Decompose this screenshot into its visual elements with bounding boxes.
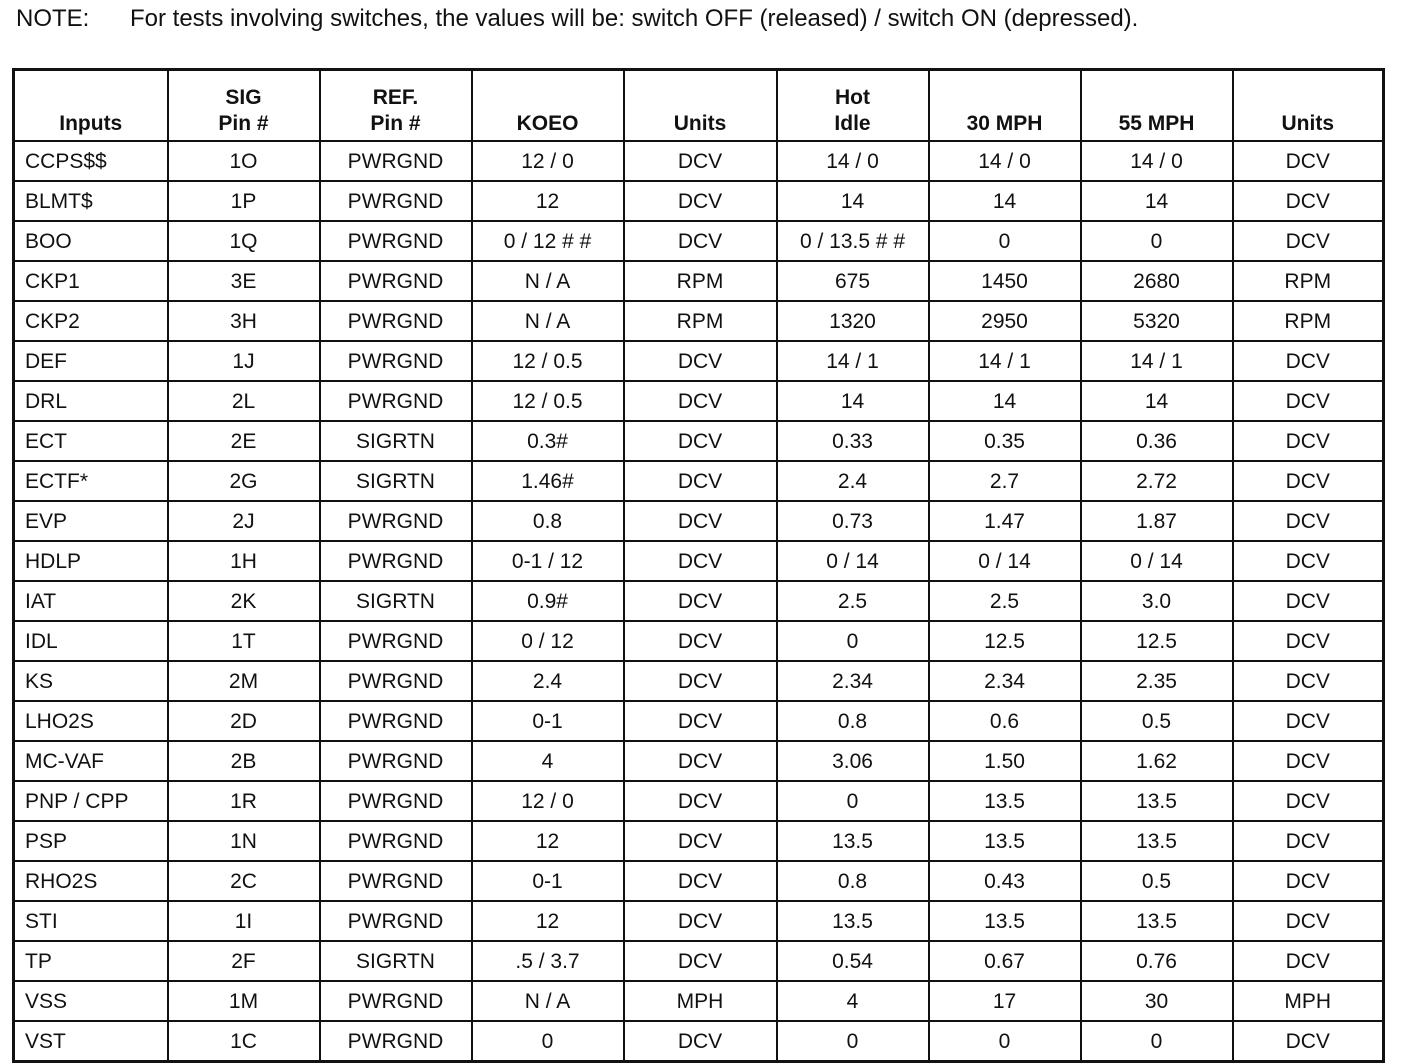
units-value-2: DCV xyxy=(1233,181,1384,221)
input-name: IAT xyxy=(14,581,168,621)
ref-pin: PWRGND xyxy=(320,861,472,901)
mph30-value: 13.5 xyxy=(929,781,1081,821)
mph30-value: 1450 xyxy=(929,261,1081,301)
table-row xyxy=(14,741,1384,781)
input-name: EVP xyxy=(14,501,168,541)
table-row xyxy=(14,781,1384,821)
note-label: NOTE: xyxy=(16,5,90,32)
hot-idle-value: 0 xyxy=(777,781,929,821)
mph55-value: 0 xyxy=(1081,1021,1233,1062)
mph55-value: 0.36 xyxy=(1081,421,1233,461)
koeo-value: 12 / 0.5 xyxy=(472,381,624,421)
ref-pin: SIGRTN xyxy=(320,421,472,461)
table-row xyxy=(14,861,1384,901)
hot-idle-value: 2.4 xyxy=(777,461,929,501)
units-value-2: DCV xyxy=(1233,941,1384,981)
koeo-value: N / A xyxy=(472,261,624,301)
ref-pin: PWRGND xyxy=(320,541,472,581)
mph55-value: 0.76 xyxy=(1081,941,1233,981)
mph30-value: 1.47 xyxy=(929,501,1081,541)
mph30-value: 0 / 14 xyxy=(929,541,1081,581)
units-value: DCV xyxy=(624,621,777,661)
input-name: VSS xyxy=(14,981,168,1021)
header-55-mph: 55 MPH xyxy=(1081,70,1233,142)
input-name: CCPS$$ xyxy=(14,141,168,181)
mph30-value: 14 / 0 xyxy=(929,141,1081,181)
ref-pin: PWRGND xyxy=(320,181,472,221)
ref-pin: PWRGND xyxy=(320,621,472,661)
input-name: ECTF* xyxy=(14,461,168,501)
koeo-value: 0.3# xyxy=(472,421,624,461)
sig-pin: 1Q xyxy=(168,221,320,261)
ref-pin: PWRGND xyxy=(320,901,472,941)
units-value-2: DCV xyxy=(1233,901,1384,941)
header-ref-pin: REF. Pin # xyxy=(320,70,472,142)
koeo-value: 0-1 / 12 xyxy=(472,541,624,581)
ref-pin: PWRGND xyxy=(320,701,472,741)
header-units: Units xyxy=(624,70,777,142)
sig-pin: 2C xyxy=(168,861,320,901)
ref-pin: PWRGND xyxy=(320,221,472,261)
ref-pin: SIGRTN xyxy=(320,461,472,501)
mph30-value: 12.5 xyxy=(929,621,1081,661)
units-value-2: DCV xyxy=(1233,541,1384,581)
koeo-value: 0.8 xyxy=(472,501,624,541)
hot-idle-value: 3.06 xyxy=(777,741,929,781)
units-value-2: DCV xyxy=(1233,381,1384,421)
mph55-value: 13.5 xyxy=(1081,781,1233,821)
koeo-value: 0 / 12 xyxy=(472,621,624,661)
header-hot-idle: Hot Idle xyxy=(777,70,929,142)
mph30-value: 0.67 xyxy=(929,941,1081,981)
input-name: STI xyxy=(14,901,168,941)
units-value: DCV xyxy=(624,661,777,701)
units-value-2: MPH xyxy=(1233,981,1384,1021)
sig-pin: 2K xyxy=(168,581,320,621)
table-row xyxy=(14,541,1384,581)
units-value: DCV xyxy=(624,501,777,541)
ref-pin: PWRGND xyxy=(320,341,472,381)
koeo-value: 12 xyxy=(472,901,624,941)
table-row xyxy=(14,421,1384,461)
units-value: DCV xyxy=(624,941,777,981)
table-row xyxy=(14,661,1384,701)
units-value-2: DCV xyxy=(1233,781,1384,821)
sig-pin: 2L xyxy=(168,381,320,421)
koeo-value: .5 / 3.7 xyxy=(472,941,624,981)
sig-pin: 1R xyxy=(168,781,320,821)
hot-idle-value: 4 xyxy=(777,981,929,1021)
sig-pin: 2B xyxy=(168,741,320,781)
mph55-value: 0 / 14 xyxy=(1081,541,1233,581)
units-value-2: DCV xyxy=(1233,221,1384,261)
mph55-value: 0.5 xyxy=(1081,861,1233,901)
units-value: DCV xyxy=(624,701,777,741)
sig-pin: 3H xyxy=(168,301,320,341)
header-koeo: KOEO xyxy=(472,70,624,142)
units-value: DCV xyxy=(624,901,777,941)
units-value-2: DCV xyxy=(1233,341,1384,381)
header-units-2: Units xyxy=(1233,70,1384,142)
units-value: DCV xyxy=(624,381,777,421)
hot-idle-value: 0 / 14 xyxy=(777,541,929,581)
table-row xyxy=(14,901,1384,941)
header-row xyxy=(14,70,1384,142)
mph30-value: 0.43 xyxy=(929,861,1081,901)
mph30-value: 0.35 xyxy=(929,421,1081,461)
units-value: DCV xyxy=(624,861,777,901)
mph55-value: 30 xyxy=(1081,981,1233,1021)
input-name: TP xyxy=(14,941,168,981)
sig-pin: 3E xyxy=(168,261,320,301)
note-text: For tests involving switches, the values will be: switch OFF (released) / switch ON (depressed). xyxy=(130,5,1139,32)
ref-pin: PWRGND xyxy=(320,501,472,541)
units-value: DCV xyxy=(624,461,777,501)
sig-pin: 1H xyxy=(168,541,320,581)
mph30-value: 2.7 xyxy=(929,461,1081,501)
koeo-value: 0.9# xyxy=(472,581,624,621)
table-row xyxy=(14,261,1384,301)
units-value: DCV xyxy=(624,781,777,821)
ref-pin: PWRGND xyxy=(320,381,472,421)
mph55-value: 14 / 0 xyxy=(1081,141,1233,181)
mph30-value: 13.5 xyxy=(929,821,1081,861)
input-name: HDLP xyxy=(14,541,168,581)
hot-idle-value: 0 xyxy=(777,621,929,661)
sig-pin: 2J xyxy=(168,501,320,541)
ref-pin: PWRGND xyxy=(320,261,472,301)
table-row xyxy=(14,581,1384,621)
hot-idle-value: 14 / 0 xyxy=(777,141,929,181)
units-value: RPM xyxy=(624,301,777,341)
sig-pin: 2F xyxy=(168,941,320,981)
sig-pin: 2G xyxy=(168,461,320,501)
mph30-value: 14 xyxy=(929,381,1081,421)
input-name: BOO xyxy=(14,221,168,261)
table-row xyxy=(14,381,1384,421)
hot-idle-value: 14 xyxy=(777,181,929,221)
input-name: CKP1 xyxy=(14,261,168,301)
units-value-2: RPM xyxy=(1233,301,1384,341)
units-value-2: DCV xyxy=(1233,621,1384,661)
ref-pin: SIGRTN xyxy=(320,581,472,621)
mph55-value: 2680 xyxy=(1081,261,1233,301)
header-sig-pin: SIG Pin # xyxy=(168,70,320,142)
ref-pin: PWRGND xyxy=(320,741,472,781)
mph55-value: 2.35 xyxy=(1081,661,1233,701)
units-value: MPH xyxy=(624,981,777,1021)
koeo-value: 12 / 0.5 xyxy=(472,341,624,381)
mph55-value: 14 xyxy=(1081,181,1233,221)
sig-pin: 1C xyxy=(168,1021,320,1062)
units-value-2: DCV xyxy=(1233,581,1384,621)
units-value-2: DCV xyxy=(1233,421,1384,461)
table-row xyxy=(14,141,1384,181)
input-name: MC-VAF xyxy=(14,741,168,781)
mph55-value: 1.62 xyxy=(1081,741,1233,781)
mph30-value: 2.5 xyxy=(929,581,1081,621)
table-row xyxy=(14,821,1384,861)
ref-pin: PWRGND xyxy=(320,301,472,341)
sig-pin: 1J xyxy=(168,341,320,381)
units-value: DCV xyxy=(624,541,777,581)
koeo-value: N / A xyxy=(472,981,624,1021)
input-name: PNP / CPP xyxy=(14,781,168,821)
table-row xyxy=(14,341,1384,381)
koeo-value: 12 xyxy=(472,181,624,221)
header-30-mph: 30 MPH xyxy=(929,70,1081,142)
mph30-value: 14 xyxy=(929,181,1081,221)
ref-pin: PWRGND xyxy=(320,1021,472,1062)
koeo-value: 12 xyxy=(472,821,624,861)
hot-idle-value: 0.8 xyxy=(777,861,929,901)
hot-idle-value: 0 / 13.5 # # xyxy=(777,221,929,261)
units-value-2: DCV xyxy=(1233,741,1384,781)
sig-pin: 2E xyxy=(168,421,320,461)
hot-idle-value: 14 xyxy=(777,381,929,421)
koeo-value: 12 / 0 xyxy=(472,781,624,821)
hot-idle-value: 0 xyxy=(777,1021,929,1062)
table-row xyxy=(14,621,1384,661)
input-name: IDL xyxy=(14,621,168,661)
mph30-value: 13.5 xyxy=(929,901,1081,941)
table-row xyxy=(14,181,1384,221)
input-name: RHO2S xyxy=(14,861,168,901)
koeo-value: 2.4 xyxy=(472,661,624,701)
units-value: DCV xyxy=(624,341,777,381)
sig-pin: 1O xyxy=(168,141,320,181)
mph55-value: 5320 xyxy=(1081,301,1233,341)
ref-pin: PWRGND xyxy=(320,821,472,861)
table-row xyxy=(14,461,1384,501)
input-name: DRL xyxy=(14,381,168,421)
mph55-value: 14 / 1 xyxy=(1081,341,1233,381)
table-row xyxy=(14,701,1384,741)
table-body xyxy=(14,141,1384,1062)
koeo-value: 0-1 xyxy=(472,861,624,901)
koeo-value: 4 xyxy=(472,741,624,781)
hot-idle-value: 14 / 1 xyxy=(777,341,929,381)
sig-pin: 1P xyxy=(168,181,320,221)
input-name: LHO2S xyxy=(14,701,168,741)
units-value: DCV xyxy=(624,181,777,221)
ref-pin: PWRGND xyxy=(320,141,472,181)
ref-pin: PWRGND xyxy=(320,981,472,1021)
hot-idle-value: 0.8 xyxy=(777,701,929,741)
hot-idle-value: 675 xyxy=(777,261,929,301)
input-name: VST xyxy=(14,1021,168,1062)
mph55-value: 13.5 xyxy=(1081,901,1233,941)
units-value-2: DCV xyxy=(1233,661,1384,701)
sig-pin: 1M xyxy=(168,981,320,1021)
units-value-2: DCV xyxy=(1233,861,1384,901)
table-row xyxy=(14,501,1384,541)
mph30-value: 2.34 xyxy=(929,661,1081,701)
hot-idle-value: 2.34 xyxy=(777,661,929,701)
mph30-value: 14 / 1 xyxy=(929,341,1081,381)
units-value: DCV xyxy=(624,221,777,261)
units-value: DCV xyxy=(624,821,777,861)
mph30-value: 17 xyxy=(929,981,1081,1021)
mph30-value: 2950 xyxy=(929,301,1081,341)
table-row xyxy=(14,221,1384,261)
units-value: RPM xyxy=(624,261,777,301)
koeo-value: 12 / 0 xyxy=(472,141,624,181)
ref-pin: PWRGND xyxy=(320,661,472,701)
input-name: PSP xyxy=(14,821,168,861)
table-row xyxy=(14,981,1384,1021)
units-value-2: DCV xyxy=(1233,461,1384,501)
koeo-value: 0 xyxy=(472,1021,624,1062)
mph30-value: 0 xyxy=(929,1021,1081,1062)
mph55-value: 0.5 xyxy=(1081,701,1233,741)
units-value: DCV xyxy=(624,421,777,461)
sig-pin: 1N xyxy=(168,821,320,861)
mph30-value: 0 xyxy=(929,221,1081,261)
table-row xyxy=(14,1021,1384,1062)
hot-idle-value: 13.5 xyxy=(777,901,929,941)
input-name: DEF xyxy=(14,341,168,381)
mph55-value: 0 xyxy=(1081,221,1233,261)
units-value-2: RPM xyxy=(1233,261,1384,301)
mph55-value: 2.72 xyxy=(1081,461,1233,501)
mph55-value: 14 xyxy=(1081,381,1233,421)
header-inputs: Inputs xyxy=(14,70,168,142)
hot-idle-value: 1320 xyxy=(777,301,929,341)
mph30-value: 1.50 xyxy=(929,741,1081,781)
koeo-value: 0 / 12 # # xyxy=(472,221,624,261)
koeo-value: 0-1 xyxy=(472,701,624,741)
mph55-value: 12.5 xyxy=(1081,621,1233,661)
sig-pin: 2M xyxy=(168,661,320,701)
units-value: DCV xyxy=(624,741,777,781)
note xyxy=(16,4,1138,34)
units-value-2: DCV xyxy=(1233,1021,1384,1062)
mph55-value: 13.5 xyxy=(1081,821,1233,861)
units-value: DCV xyxy=(624,1021,777,1062)
units-value-2: DCV xyxy=(1233,501,1384,541)
mph30-value: 0.6 xyxy=(929,701,1081,741)
sig-pin: 1T xyxy=(168,621,320,661)
units-value: DCV xyxy=(624,141,777,181)
input-name: KS xyxy=(14,661,168,701)
mph55-value: 1.87 xyxy=(1081,501,1233,541)
sig-pin: 2D xyxy=(168,701,320,741)
units-value-2: DCV xyxy=(1233,821,1384,861)
input-name: CKP2 xyxy=(14,301,168,341)
ref-pin: SIGRTN xyxy=(320,941,472,981)
input-name: BLMT$ xyxy=(14,181,168,221)
sig-pin: 1I xyxy=(168,901,320,941)
pin-voltage-table xyxy=(12,68,1385,1063)
hot-idle-value: 0.33 xyxy=(777,421,929,461)
hot-idle-value: 13.5 xyxy=(777,821,929,861)
units-value-2: DCV xyxy=(1233,141,1384,181)
table-row xyxy=(14,941,1384,981)
koeo-value: 1.46# xyxy=(472,461,624,501)
hot-idle-value: 2.5 xyxy=(777,581,929,621)
hot-idle-value: 0.54 xyxy=(777,941,929,981)
table-header xyxy=(14,70,1384,142)
table-row xyxy=(14,301,1384,341)
hot-idle-value: 0.73 xyxy=(777,501,929,541)
ref-pin: PWRGND xyxy=(320,781,472,821)
units-value: DCV xyxy=(624,581,777,621)
mph55-value: 3.0 xyxy=(1081,581,1233,621)
input-name: ECT xyxy=(14,421,168,461)
units-value-2: DCV xyxy=(1233,701,1384,741)
koeo-value: N / A xyxy=(472,301,624,341)
